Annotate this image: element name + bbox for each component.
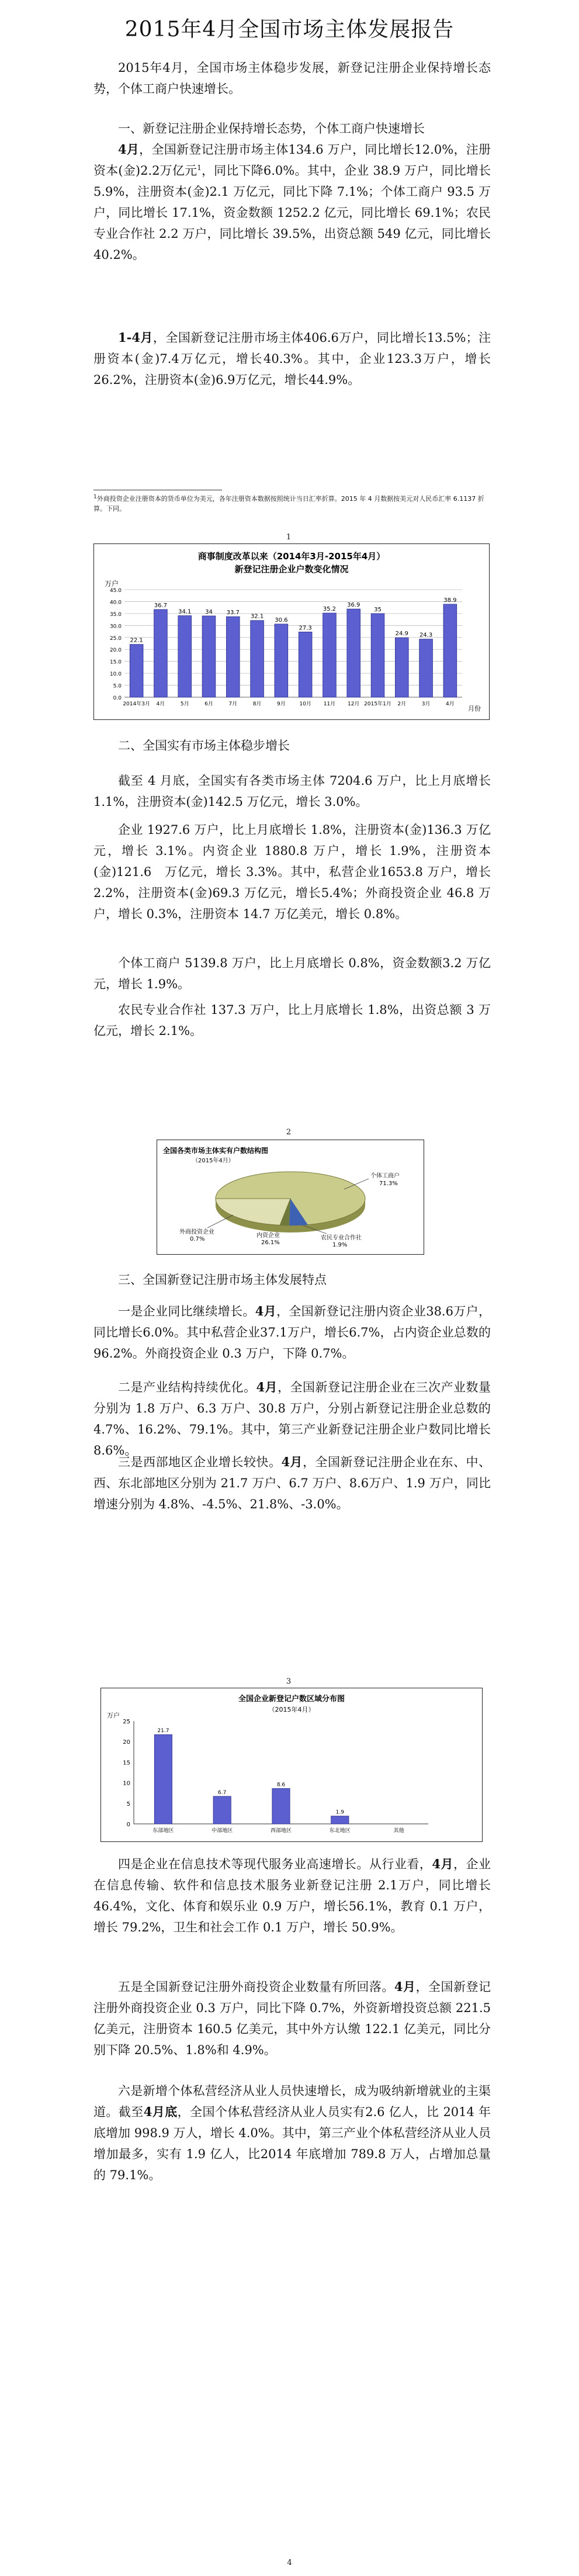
figure1-y-tick: 35.0 [109, 611, 122, 618]
section4-p1-text-b: ，企业在信息传输、软件和信息技术服务业新登记注册 2.1万户，同比增长 46.4%，文化、体育和娱乐业 0.9 万户，增长56.1%，教育 0.1 万户，增长 79.2%，卫生和社会工作 0.1 万户，增长 50.9%。 [93, 1857, 491, 1934]
figure3-bar [272, 1788, 290, 1824]
figure1-data-label: 38.9 [443, 597, 457, 604]
section1-paragraph-2 [93, 327, 491, 390]
figure1-y-tick: 10.0 [109, 671, 122, 678]
figure1-data-label: 35 [374, 606, 382, 613]
figure1-x-tick: 6月 [204, 701, 213, 707]
footnote [93, 494, 491, 514]
figure1-bar [419, 639, 433, 697]
page-title: 2015年4月全国市场主体发展报告 [124, 18, 455, 41]
figure1-y-tick: 30.0 [109, 624, 122, 630]
figure1-data-label: 30.6 [275, 617, 288, 624]
figure1-title-line2: 新登记注册企业户数变化情况 [234, 564, 349, 574]
figure1-x-tick: 10月 [299, 701, 311, 707]
figure3-title-line1: 全国企业新登记户数区域分布图 [238, 1695, 345, 1704]
figure1-y-tick: 25.0 [109, 635, 122, 642]
figure1-data-label: 34.1 [178, 608, 192, 615]
section3-p1-text-b: ，全国新登记注册内资企业38.6万户，同比增长6.0%。其中私营企业37.1万户，增长6.7%，占内资企业总数的96.2%。外商投资企业 0.3 万户，下降 0.7%。 [93, 1304, 491, 1360]
figure1-x-unit: 月份 [468, 705, 481, 712]
figure1-data-label: 36.7 [154, 602, 168, 609]
figure1-bar [347, 609, 360, 697]
figure1-x-tick: 2月 [397, 701, 407, 707]
section4-p3-text-b: ，全国个体私营经济从业人员实有2.6 亿人，比 2014 年底增加 998.9 万人，增长 4.0%。其中，第三产业个体私营经济从业人员增加最多，实有 1.9 亿人，比2014 年底增加 789.8 万人，占增加总量的 79.1%。 [93, 2105, 491, 2182]
figure3-svg [101, 1688, 482, 1841]
section2-paragraph-2: 企业 1927.6 万户，比上月底增长 1.8%，注册资本(金)136.3 万亿元，增长 3.1%。内资企业 1880.8 万户，增长 1.9%，注册资本(金)121.6 万亿元，增长 3.3%。其中，私营企业1653.8 万户，增长 2.2%，注册资本(金)69.3 万亿元，增长5.4%；外商投资企业 46.8 万户，增长 0.3%，注册资本 14.7 万亿美元，增长 0.8%。 [93, 823, 491, 921]
section3-p3-text-b: ，全国新登记注册企业在东、中、西、东北部地区分别为 21.7 万户、6.7 万户、8.6万户、1.9 万户，同比增速分别为 4.8%、-4.5%、21.8%、-3.0%。 [93, 1455, 491, 1511]
figure1-x-tick: 2014年3月 [123, 701, 150, 707]
section4-p1-text-a: 四是企业在信息技术等现代服务业高速增长。从行业看， [118, 1857, 432, 1871]
figure1-y-tick: 40.0 [109, 600, 122, 606]
month-label: 4月 [255, 1304, 277, 1318]
figure1-y-tick: 15.0 [109, 659, 122, 666]
pie-value-domestic: 26.1% [261, 1239, 280, 1246]
month-label: 4月 [118, 142, 140, 157]
figure1-x-tick: 12月 [347, 701, 360, 707]
figure2-svg [157, 1140, 424, 1254]
figure3-data-label: 6.7 [218, 1789, 227, 1796]
figure1-svg [94, 544, 489, 719]
figure3-y-tick: 10 [123, 1780, 130, 1787]
figure1-data-label: 34 [205, 608, 213, 615]
figure3-bar [331, 1816, 349, 1824]
pie-label-domestic: 内资企业 [256, 1232, 280, 1239]
month-label: 4月 [256, 1380, 278, 1394]
section1-p1-text-a: ，全国新登记注册市场主体134.6 万户，同比增长12.0%，注册资本(金)2.2万亿元 [93, 143, 491, 178]
figure3-bar [154, 1734, 172, 1824]
section3-p2-text-a: 二是产业结构持续优化。 [118, 1380, 256, 1394]
figure1-data-label: 35.2 [323, 606, 337, 613]
period-label: 1-4月 [118, 330, 153, 345]
figure1-y-tick: 45.0 [109, 588, 122, 594]
figure1-number: 1 [286, 533, 292, 542]
pie-value-individual: 71.3% [379, 1180, 398, 1187]
figure1-data-label: 24.9 [395, 631, 408, 638]
figure1-bar [130, 645, 143, 697]
section4-p3-text-a: 六是新增个体私营经济从业人员快速增长，成为吸纳新增就业的主渠道。截至 [93, 2084, 491, 2119]
section3-heading: 三、全国新登记注册市场主体发展特点 [118, 1273, 327, 1287]
page-number: 4 [287, 2558, 292, 2567]
figure1-x-tick: 3月 [421, 701, 431, 707]
figure1-y-tick: 20.0 [109, 648, 122, 654]
footnote-ref: 1 [197, 164, 202, 172]
figure1-data-label: 22.1 [130, 637, 143, 644]
figure1-x-tick: 7月 [228, 701, 238, 707]
section1-heading: 一、新登记注册企业保持增长态势，个体工商户快速增长 [118, 122, 425, 136]
pie-label-individual: 个体工商户 [370, 1173, 400, 1179]
figure1-x-tick: 5月 [180, 701, 189, 707]
section4-p2-text-b: ，全国新登记注册外商投资企业 0.3 万户，同比下降 0.7%，外资新增投资总额 221.5 亿美元，注册资本 160.5 亿美元，其中外方认缴 122.1 亿美元，同比分别下降 20.5%、1.8%和 4.9%。 [93, 1980, 491, 2057]
footnote-number: 1 [93, 494, 97, 500]
month-label: 4月 [281, 1455, 303, 1469]
figure3-y-tick: 0 [126, 1822, 130, 1828]
figure3-x-tick: 西部地区 [270, 1828, 292, 1834]
footnote-text: 外商投资企业注册资本的货币单位为美元，各年注册资本数据按照统计当日汇率折算。2015 年 4 月数据按美元对人民币汇率 6.1137 折算。下同。 [93, 495, 484, 513]
section3-paragraph-1 [93, 1301, 491, 1364]
figure1-bar [154, 610, 168, 697]
pie-label-foreign: 外商投资企业 [179, 1229, 214, 1235]
figure3-y-tick: 5 [126, 1801, 130, 1808]
figure1-title-line1: 商事制度改革以来（2014年3月-2015年4月） [197, 551, 386, 562]
pie-value-coop: 1.9% [332, 1242, 348, 1248]
figure2-title-line1: 全国各类市场主体实有户数结构图 [163, 1147, 269, 1155]
figure3-y-unit: 万户 [107, 1712, 120, 1719]
figure1-data-label: 33.7 [226, 610, 240, 617]
figure3-chart [100, 1688, 483, 1842]
figure3-x-tick: 中部地区 [212, 1828, 233, 1834]
figure1-bar [323, 613, 337, 697]
figure1-y-unit: 万户 [105, 580, 119, 588]
figure3-x-tick: 东北地区 [329, 1828, 351, 1834]
figure1-data-label: 27.3 [299, 625, 312, 632]
figure1-chart [93, 543, 490, 720]
figure1-x-tick: 4月 [445, 701, 455, 707]
figure3-bar [213, 1796, 231, 1824]
section4-paragraph-3 [93, 2080, 491, 2186]
figure1-bar [443, 604, 457, 697]
figure1-bar [202, 616, 216, 697]
figure2-number: 2 [286, 1128, 292, 1137]
figure3-data-label: 21.7 [157, 1728, 169, 1734]
figure1-x-tick: 8月 [252, 701, 262, 707]
figure1-bar [299, 632, 312, 697]
figure1-x-tick: 2015年1月 [364, 701, 391, 707]
section3-p2-text-b: ，全国新登记注册企业在三次产业数量分别为 1.8 万户、6.3 万户、30.8 万户，分别占新登记注册企业总数的 4.7%、16.2%、79.1%。其中，第三产业新登记注册企业户数同比增长 8.6%。 [93, 1380, 491, 1457]
figure1-data-label: 36.9 [347, 602, 360, 609]
section2-paragraph-3: 个体工商户 5139.8 万户，比上月底增长 0.8%，资金数额3.2 万亿元，增长 1.9%。 [93, 956, 491, 991]
section1-paragraph-1 [93, 139, 491, 265]
figure1-bar [178, 616, 192, 697]
figure3-number: 3 [286, 1677, 292, 1686]
pie-value-foreign: 0.7% [190, 1236, 205, 1242]
pie-leader-foreign [207, 1215, 233, 1228]
section3-paragraph-3 [93, 1452, 491, 1515]
month-label: 4月底 [143, 2104, 178, 2119]
figure1-bar [275, 624, 288, 697]
figure3-data-label: 1.9 [335, 1809, 344, 1816]
pie-slice-domestic [216, 1199, 290, 1225]
figure1-data-label: 24.3 [419, 632, 433, 639]
pie-label-coop: 农民专业合作社 [321, 1235, 362, 1241]
figure3-x-tick: 东部地区 [152, 1828, 174, 1834]
figure2-title-line2: （2015年4月） [192, 1158, 234, 1164]
section4-p2-text-a: 五是全国新登记注册外商投资企业数量有所回落。 [118, 1980, 394, 1994]
figure3-y-tick: 25 [123, 1719, 130, 1725]
intro-paragraph: 2015年4月，全国市场主体稳步发展，新登记注册企业保持增长态势，个体工商户快速增长。 [93, 61, 491, 96]
section2-paragraph-1: 截至 4 月底，全国实有各类市场主体 7204.6 万户，比上月底增长 1.1%，注册资本(金)142.5 万亿元，增长 3.0%。 [93, 774, 491, 809]
section2-heading: 二、全国实有市场主体稳步增长 [118, 739, 290, 753]
figure1-x-tick: 9月 [276, 701, 286, 707]
figure3-y-tick: 15 [123, 1760, 130, 1767]
figure1-x-tick: 4月 [156, 701, 165, 707]
figure3-y-tick: 20 [123, 1739, 130, 1746]
figure3-x-tick: 其他 [393, 1828, 404, 1834]
month-label: 4月 [394, 1979, 416, 1994]
figure3-title-line2: （2015年4月） [268, 1706, 315, 1713]
figure1-bar [371, 614, 384, 697]
month-label: 4月 [432, 1857, 453, 1871]
figure1-y-tick: 5.0 [113, 683, 122, 690]
section4-paragraph-2 [93, 1976, 491, 2061]
figure1-bar [395, 638, 408, 697]
section3-p1-text-a: 一是企业同比继续增长。 [118, 1304, 255, 1318]
section3-paragraph-2 [93, 1377, 491, 1461]
section2-paragraph-4: 农民专业合作社 137.3 万户，比上月底增长 1.8%，出资总额 3 万亿元，增长 2.1%。 [93, 1003, 491, 1038]
figure2-chart [157, 1140, 424, 1255]
figure1-bar [226, 617, 240, 697]
section3-p3-text-a: 三是西部地区企业增长较快。 [118, 1455, 282, 1469]
figure1-data-label: 32.1 [250, 613, 264, 620]
figure1-y-tick: 0.0 [113, 695, 122, 701]
figure1-bar [251, 621, 264, 697]
figure3-data-label: 8.6 [276, 1782, 286, 1788]
section4-paragraph-1 [93, 1854, 491, 1938]
figure1-x-tick: 11月 [323, 701, 336, 707]
section1-p1-text-b: ，同比下降6.0%。其中，企业 38.9 万户，同比增长 5.9%，注册资本(金)2.1 万亿元，同比下降 7.1%；个体工商户 93.5 万户，同比增长 17.1%，资金数额 1252.2 亿元，同比增长 69.1%；农民专业合作社 2.2 万户，同比增长 39.5%，出资总额 549 亿元，同比增长 40.2%。 [93, 164, 491, 262]
section1-p2-text: ，全国新登记注册市场主体406.6万户，同比增长13.5%；注册资本(金)7.4万亿元，增长40.3%。其中，企业123.3万户，增长26.2%，注册资本(金)6.9万亿元，增长44.9%。 [93, 331, 491, 387]
